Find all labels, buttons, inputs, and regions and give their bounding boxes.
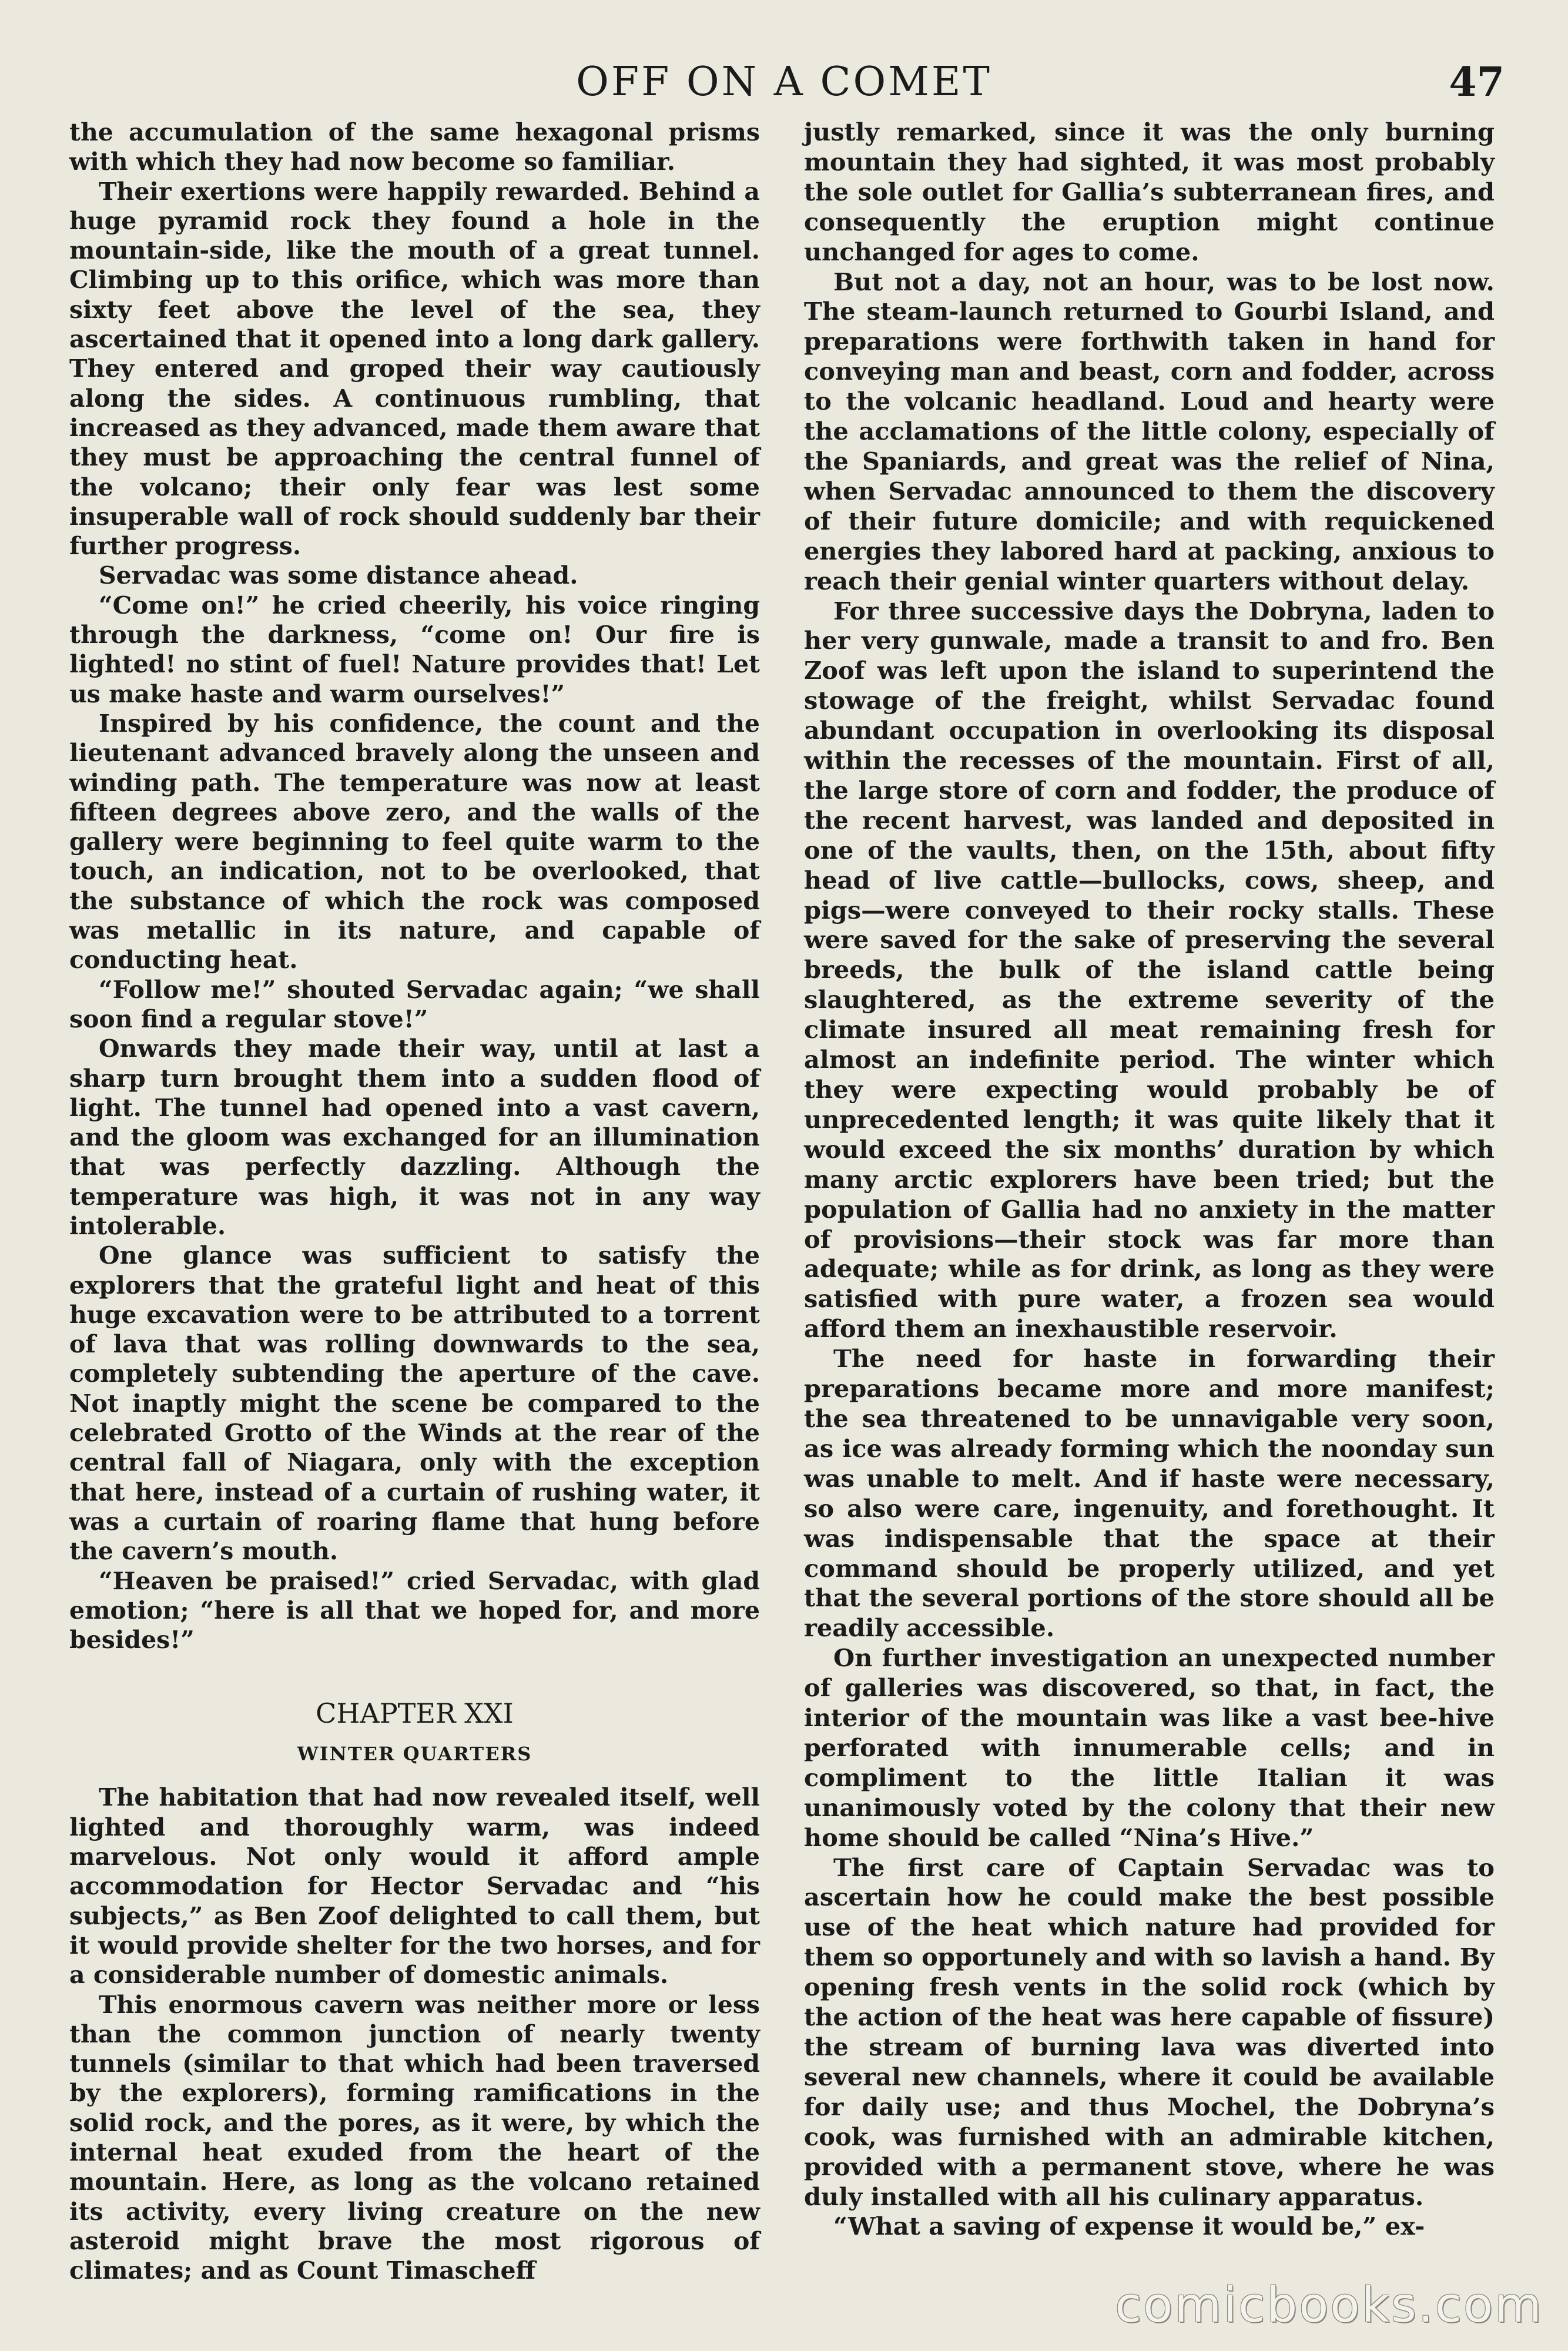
paragraph: justly remarked, since it was the only burning mountain they had sighted, it was most probably the sole outlet for Gallia’s subterranean fires, and consequently the eruption might continue unchanged for ages to come.: [804, 118, 1495, 266]
paragraph: This enormous cavern was neither more or less than the common junction of nearly twenty tunnels (similar to that which had been traversed by the explorers), forming ramifications in the solid rock, and the pores, as it were, by which the internal heat exuded from the heart of the mountain. Here, as long as the volcano retained its activity, every living creature on the new asteroid might brave the most rigorous of climates; and as Count Timascheff: [69, 1990, 760, 2285]
paragraph: “Heaven be praised!” cried Servadac, with glad emotion; “here is all that we hoped for, and more besides!”: [69, 1566, 760, 1655]
paragraph: “What a saving of expense it would be,” ex-: [833, 2212, 1425, 2241]
paragraph: Inspired by his confidence, the count and the lieutenant advanced bravely along the unseen and winding path. The temperature was now at least fifteen degrees above zero, and the walls of the gallery were beginning to feel quite warm to the touch, an indication, not to be overlooked, that the substance of which the rock was composed was metallic in its nature, and capable of conducting heat.: [69, 709, 760, 974]
right-column: [804, 118, 1495, 2242]
paragraph: But not a day, not an hour, was to be lost now. The steam-launch returned to Gourbi Island, and preparations were forthwith taken in hand for conveying man and beast, corn and fodder, across to the volcanic headland. Loud and hearty were the acclamations of the little colony, especially of the Spaniards, and great was the relief of Nina, when Servadac announced to them the discovery of their future domicile; and with requickened energies they labored hard at packing, anxious to reach their genial winter quarters without delay.: [804, 267, 1495, 595]
page-number: 47: [1449, 59, 1505, 106]
paragraph: Their exertions were happily rewarded. Behind a huge pyramid rock they found a hole in the mountain-side, like the mouth of a great tunnel. Climbing up to this orifice, which was more than sixty feet above the level of the sea, they ascertained that it opened into a long dark gallery. They entered and groped their way cautiously along the sides. A continuous rumbling, that increased as they advanced, made them aware that they must be approaching the central funnel of the volcano; their only fear was lest some insuperable wall of rock should suddenly bar their further progress.: [69, 177, 760, 561]
paragraph: Servadac was some distance ahead.: [99, 561, 578, 590]
paragraph: “Come on!” he cried cheerily, his voice ringing through the darkness, “come on! Our fire is lighted! no stint of fuel! Nature provides that! Let us make haste and warm ourselves!”: [69, 591, 760, 708]
paragraph: For three successive days the Dobryna, laden to her very gunwale, made a transit to and fro. Ben Zoof was left upon the island to superintend the stowage of the freight, whilst Servadac found abundant occupation in overlooking its disposal within the recesses of the mountain. First of all, the large store of corn and fodder, the produce of the recent harvest, was landed and deposited in one of the vaults, then, on the 15th, about fifty head of live cattle—bullocks, cows, sheep, and pigs—were conveyed to their rocky stalls. These were saved for the sake of preserving the several breeds, the bulk of the island cattle being slaughtered, as the extreme severity of the climate insured all meat remaining fresh for almost an indefinite period. The winter which they were expecting would probably be of unprecedented length; it was quite likely that it would exceed the six months’ duration by which many arctic explorers have been tried; but the population of Gallia had no anxiety in the matter of provisions—their stock was far more than adequate; while as for drink, as long as they were satisfied with pure water, a frozen sea would afford them an inexhaustible reservoir.: [804, 596, 1495, 1344]
running-title: OFF ON A COMET: [576, 59, 992, 105]
chapter-subtitle: WINTER QUARTERS: [297, 1743, 532, 1766]
paragraph: The habitation that had now revealed itself, well lighted and thoroughly warm, was indeed marvelous. Not only would it afford ample accommodation for Hector Servadac and “his subjects,” as Ben Zoof delighted to call them, but it would provide shelter for the two horses, and for a considerable number of domestic animals.: [69, 1783, 760, 1990]
paragraph: On further investigation an unexpected number of galleries was discovered, so that, in fact, the interior of the mountain was like a vast bee-hive perforated with innumerable cells; and in compliment to the little Italian it was unanimously voted by the colony that their new home should be called “Nina’s Hive.”: [804, 1643, 1495, 1852]
paragraph: Onwards they made their way, until at last a sharp turn brought them into a sudden flood of light. The tunnel had opened into a vast cavern, and the gloom was exchanged for an illumination that was perfectly dazzling. Although the temperature was high, it was not in any way intolerable.: [69, 1034, 760, 1240]
left-column: [69, 118, 760, 2285]
watermark: comicbooks.com: [1115, 2278, 1543, 2333]
page-header: [0, 56, 1568, 109]
chapter-heading: CHAPTER XXI: [316, 1697, 514, 1730]
paragraph: The need for haste in forwarding their preparations became more and more manifest; the sea threatened to be unnavigable very soon, as ice was already forming which the noonday sun was unable to melt. And if haste were necessary, so also were care, ingenuity, and forethought. It was indispensable that the space at their command should be properly utilized, and yet that the several portions of the store should all be readily accessible.: [804, 1344, 1495, 1643]
paragraph: One glance was sufficient to satisfy the explorers that the grateful light and heat of this huge excavation were to be attributed to a torrent of lava that was rolling downwards to the sea, completely subtending the aperture of the cave. Not inaptly might the scene be compared to the celebrated Grotto of the Winds at the rear of the central fall of Niagara, only with the exception that here, instead of a curtain of rushing water, it was a curtain of roaring flame that hung before the cavern’s mouth.: [69, 1241, 760, 1566]
paragraph: “Follow me!” shouted Servadac again; “we shall soon find a regular stove!”: [69, 975, 760, 1033]
paragraph: the accumulation of the same hexagonal prisms with which they had now become so familiar.: [69, 118, 760, 176]
paragraph: The first care of Captain Servadac was to ascertain how he could make the best possible use of the heat which nature had provided for them so opportunely and with so lavish a hand. By opening fresh vents in the solid rock (which by the action of the heat was here capable of fissure) the stream of burning lava was diverted into several new channels, where it could be available for daily use; and thus Mochel, the Dobryna’s cook, was furnished with an admirable kitchen, provided with a permanent stove, where he was duly installed with all his culinary apparatus.: [804, 1853, 1495, 2211]
